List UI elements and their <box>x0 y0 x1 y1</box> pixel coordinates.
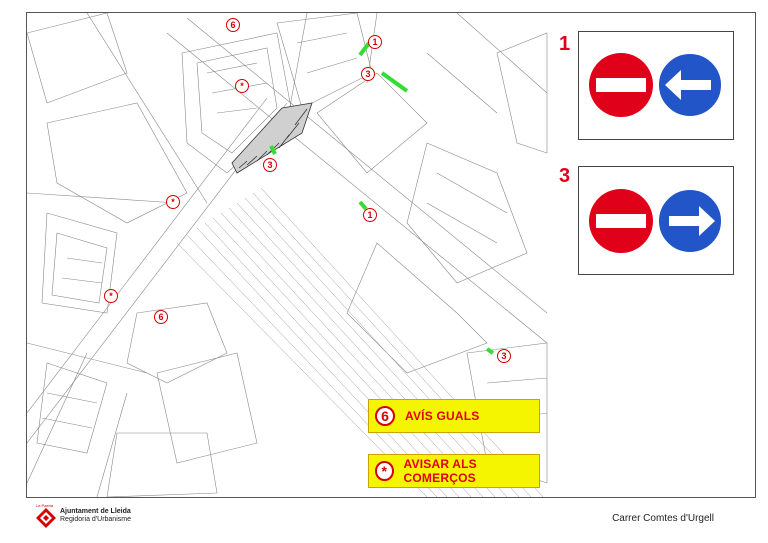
logo-small-text: La Paeria <box>36 503 54 508</box>
council-crest-icon <box>36 508 56 528</box>
department-name: Regidoria d'Urbanisme <box>60 516 131 523</box>
legend-symbol: 6 <box>375 406 395 426</box>
no-entry-icon <box>589 53 653 117</box>
legend-item-notify-shops <box>368 454 540 488</box>
org-name: Ajuntament de Lleida <box>60 508 131 515</box>
council-logo <box>36 503 156 529</box>
marker-6: 6 <box>154 310 168 324</box>
marker-3: 3 <box>497 349 511 363</box>
sign-panel-3 <box>578 166 734 275</box>
document-title: Carrer Comtes d'Urgell <box>612 513 714 524</box>
marker-6: 6 <box>226 18 240 32</box>
legend-text: AVISAR ALS COMERÇOS <box>403 457 477 485</box>
legend-item-notice-driveways <box>368 399 540 433</box>
railway-tracks <box>177 188 543 497</box>
sign-number: 1 <box>559 33 571 55</box>
marker-star: * <box>166 195 180 209</box>
marker-1: 1 <box>363 208 377 222</box>
right-arrow-icon <box>658 189 722 253</box>
left-arrow-icon <box>658 53 722 117</box>
marker-1: 1 <box>368 35 382 49</box>
sign-number: 3 <box>559 165 571 187</box>
signs-panel <box>549 12 756 498</box>
no-entry-icon <box>589 189 653 253</box>
legend-text: AVÍS GUALS <box>405 409 480 423</box>
marker-star: * <box>235 79 249 93</box>
marker-3: 3 <box>361 67 375 81</box>
sign-panel-1 <box>578 31 734 140</box>
marker-3: 3 <box>263 158 277 172</box>
marker-star: * <box>104 289 118 303</box>
street-map <box>26 12 550 498</box>
street-closures <box>271 43 493 353</box>
legend-symbol: * <box>375 461 394 481</box>
